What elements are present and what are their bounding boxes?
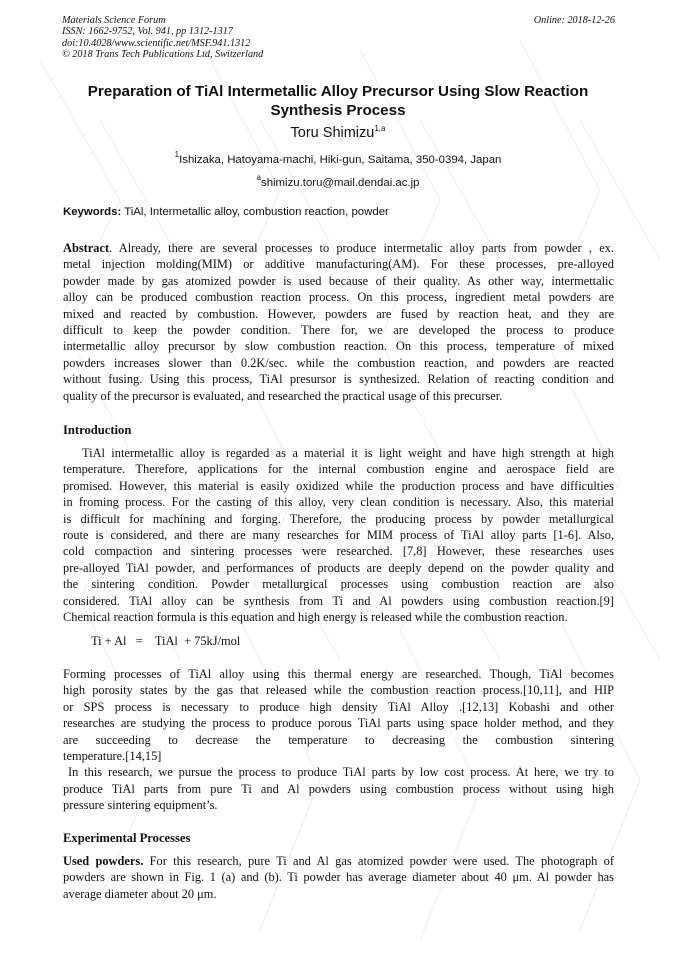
- abstract: [63, 240, 614, 404]
- paragraph-line: pressure sintering equipment’s.: [63, 798, 218, 813]
- abstract-line-text: . Already, there are several processes to produce intermetalic alloy parts from powder , ex.: [109, 241, 614, 255]
- email-text: shimizu.toru@mail.dendai.ac.jp: [261, 177, 420, 189]
- author-email: [62, 173, 614, 189]
- paragraph-line: In this research, we pursue the process to produce TiAl parts by low cost process. At here, we try to: [68, 765, 614, 780]
- online-date: Online: 2018-12-26: [533, 15, 615, 26]
- paragraph-line: or SPS process is necessary to produce high density TiAl Alloy .[12,13] Kobashi and other: [63, 699, 614, 714]
- used-powders-paragraph: [63, 853, 614, 902]
- paragraph-line: Forming processes of TiAl alloy using this thermal energy are researched. Though, TiAl becomes: [63, 667, 614, 681]
- paragraph-line: the sintering condition. Powder metallurgical processes using combustion reaction are also: [63, 577, 614, 592]
- title-line: Preparation of TiAl Intermetallic Alloy Precursor Using Slow Reaction: [87, 83, 589, 100]
- paragraph-line: Chemical reaction formula is this equation and high energy is released while the combustion reaction.: [63, 610, 568, 625]
- doi-line: doi:10.4028/www.scientific.net/MSF.941.1312: [62, 37, 251, 49]
- abstract-label: Abstract: [63, 241, 110, 255]
- paragraph-line: powders are shown in Fig. 1 (a) and (b). Ti powder has average diameter about 40 μm. Al powder has: [63, 870, 614, 885]
- paragraph-line: is difficult for machining and forging. Therefore, the producing process by powder metallurgical: [63, 511, 614, 526]
- paragraph-line: high porosity states by the gas that released while the combustion reaction process.[10,11], and HIP: [63, 683, 614, 698]
- email-superscript: a: [256, 173, 261, 182]
- journal-meta: [62, 15, 362, 60]
- abstract-line: powder made by gas atomized powder is used because of their quality. As other way, intermettalic: [63, 273, 614, 288]
- copyright-line: © 2018 Trans Tech Publications Ltd, Switzerland: [62, 48, 264, 60]
- paragraph-line: are succeeding to decrease the temperature to decreasing the combustion sintering: [63, 732, 614, 747]
- journal-name: Materials Science Forum: [62, 15, 166, 26]
- paragraph-line: produce TiAl parts from pure Ti and Al powders using combustion process without using high: [63, 781, 614, 796]
- paragraph-line: temperature. Therefore, applications for the internal combustion engine and aerospace field are: [63, 462, 614, 477]
- abstract-line: powders increases slower than 0.2K/sec. while the combustion reaction, and powders are reacted: [63, 355, 614, 370]
- paragraph-line: considered. TiAl alloy can be synthesis from Ti and Al powders using combustion reaction.[9]: [63, 593, 614, 608]
- introduction-paragraph: [63, 445, 614, 625]
- section-heading-introduction: Introduction: [63, 423, 132, 437]
- abstract-line: without fusing. Using this process, TiAl presursor is synthesized. Relation of reacting condition and: [63, 372, 614, 387]
- keywords-label: Keywords:: [63, 206, 122, 218]
- section-heading-experimental: Experimental Processes: [63, 831, 191, 845]
- paragraph-line-text: For this research, pure Ti and Al gas atomized powder were used. The photograph of: [143, 854, 614, 868]
- keywords-text: TiAl, Intermetallic alloy, combustion reaction, powder: [121, 206, 389, 218]
- paragraph-line: route is considered, and there are many researches for MIM process of TiAl alloy parts [1-6]. Also,: [63, 528, 614, 543]
- abstract-line: difficult to keep the powder condition. There for, we are developed the process to produce: [63, 323, 614, 338]
- used-powders-label: Used powders.: [63, 854, 144, 868]
- affiliation: [62, 150, 614, 166]
- abstract-line: metal injection molding(MIM) or additive manufacturing(AM). For these processes, pre-alloyed: [63, 257, 614, 272]
- author: [62, 124, 614, 141]
- paragraph-line: TiAl intermetallic alloy is regarded as a material it is light weight and have high strength at high: [82, 446, 614, 460]
- title-line: Synthesis Process: [270, 102, 406, 119]
- paragraph-line: [63, 853, 614, 869]
- author-superscript: 1,a: [374, 124, 386, 133]
- paragraph-line: in froming process. For the casting of this alloy, very clean condition is necessary. Also, this material: [63, 495, 614, 510]
- paper-title: [62, 82, 614, 120]
- abstract-line: mixed and reacted by combustion. However, powders are fused by reaction heat, and they are: [63, 306, 614, 321]
- abstract-line: alloy can be produced combustion reaction process. On this process, ingredient metal powders are: [63, 290, 614, 305]
- keywords: [63, 206, 615, 218]
- affiliation-text: Ishizaka, Hatoyama-machi, Hiki-gun, Saitama, 350-0394, Japan: [179, 154, 502, 166]
- abstract-line: [63, 240, 614, 256]
- affiliation-superscript: 1: [174, 150, 180, 159]
- paragraph-line: pre-alloyed TiAl powder, and performances of products are deeply depend on the powder quality and: [63, 560, 614, 575]
- forming-paragraph: [63, 666, 614, 814]
- author-name: Toru Shimizu: [290, 125, 375, 141]
- paragraph-line: promised. However, this material is easily oxidized while the production process and have difficulties: [63, 478, 614, 493]
- abstract-line: quality of the precursor is evaluated, and researched the practical usage of this precurser.: [63, 388, 503, 403]
- abstract-line: intermetallic alloy precursor by slow combustion reaction. On this process, temperature of mixed: [63, 339, 614, 354]
- paragraph-line: average diameter about 20 μm.: [63, 886, 217, 901]
- paragraph-line: researches are studying the process to produce porous TiAl parts using space holder method, and they: [63, 716, 614, 731]
- paragraph-line: temperature.[14,15]: [63, 749, 162, 764]
- paragraph-line: cold compaction and sintering processes were researched. [7,8] However, these researches uses: [63, 544, 614, 559]
- reaction-equation: Ti + Al = TiAl + 75kJ/mol: [91, 634, 241, 648]
- issn-line: ISSN: 1662-9752, Vol. 941, pp 1312-1317: [62, 26, 233, 38]
